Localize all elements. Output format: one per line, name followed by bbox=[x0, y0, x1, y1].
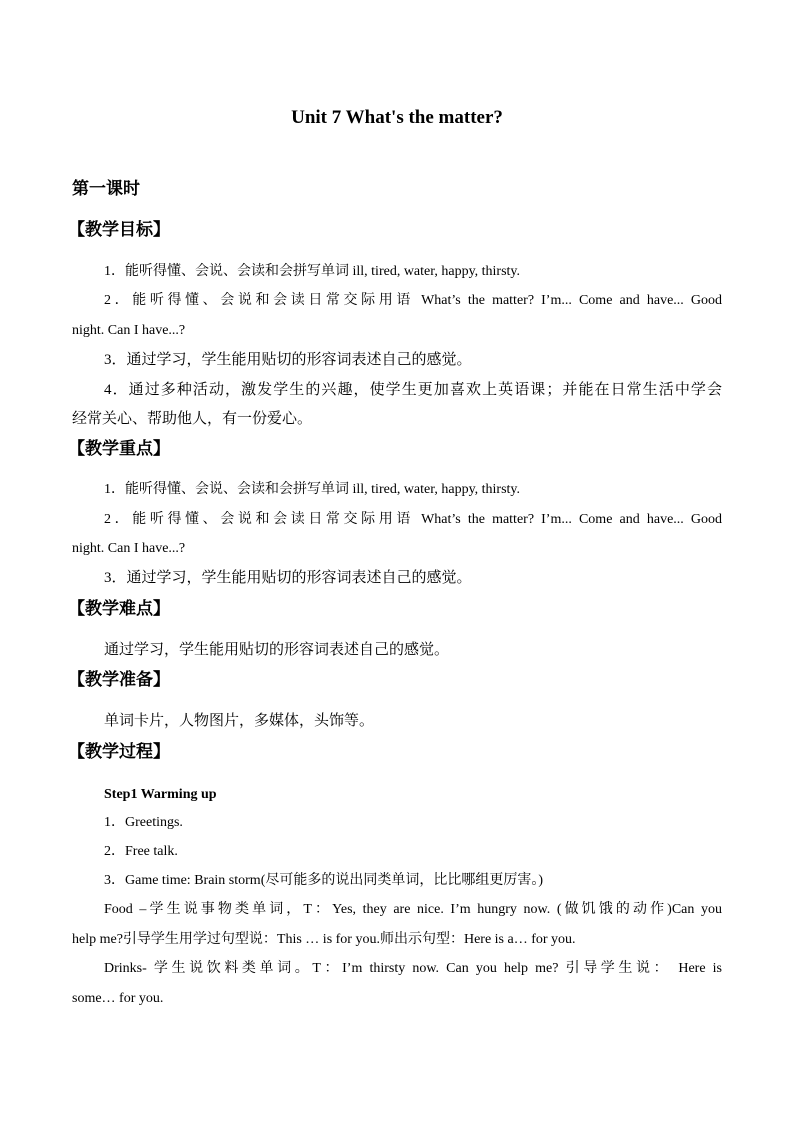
process-item-continued: some… for you. bbox=[72, 991, 164, 1006]
process-item: 2．Free talk. bbox=[104, 844, 178, 859]
section-heading-objectives: 【教学目标】 bbox=[68, 220, 170, 239]
process-item: 3．Game time: Brain storm(尽可能多的说出同类单词，比比哪组更厉害。) bbox=[104, 873, 544, 888]
objective-item: 3．通过学习，学生能用贴切的形容词表述自己的感觉。 bbox=[104, 352, 472, 368]
objective-item: 4．通过多种活动，激发学生的兴趣，使学生更加喜欢上英语课；并能在日常生活中学会 bbox=[104, 382, 722, 398]
section-heading-preparation: 【教学准备】 bbox=[68, 670, 170, 689]
process-item-continued: help me?引导学生用学过句型说：This … is for you.师出示句型：Here is a… for you. bbox=[72, 932, 576, 947]
process-item: Drinks- 学生说饮料类单词。T：I’m thirsty now. Can you help me? 引导学生说： Here is bbox=[104, 961, 722, 976]
preparation-text: 单词卡片，人物图片，多媒体，头饰等。 bbox=[104, 713, 375, 729]
objective-item: 1．能听得懂、会说、会读和会拼写单词 ill, tired, water, happy, thirsty. bbox=[104, 264, 521, 279]
key-point-item: 1．能听得懂、会说、会读和会拼写单词 ill, tired, water, happy, thirsty. bbox=[104, 482, 521, 497]
section-heading-difficulties: 【教学难点】 bbox=[68, 599, 170, 618]
key-point-item-continued: night. Can I have...? bbox=[72, 541, 186, 556]
step-title: Step1 Warming up bbox=[104, 787, 217, 802]
section-heading-process: 【教学过程】 bbox=[68, 742, 170, 761]
process-item: Food –学生说事物类单词，T：Yes, they are nice. I’m hungry now. (做饥饿的动作)Can you bbox=[104, 902, 722, 917]
process-item: 1．Greetings. bbox=[104, 815, 183, 830]
key-point-item: 2．能听得懂、会说和会读日常交际用语 What’s the matter? I’m... Come and have... Good bbox=[104, 512, 722, 527]
key-point-item: 3．通过学习，学生能用贴切的形容词表述自己的感觉。 bbox=[104, 570, 472, 586]
section-heading-key-points: 【教学重点】 bbox=[68, 439, 170, 458]
objective-item-continued: night. Can I have...? bbox=[72, 323, 186, 338]
objective-item: 2．能听得懂、会说和会读日常交际用语 What’s the matter? I’m... Come and have... Good bbox=[104, 293, 722, 308]
document-title: Unit 7 What's the matter? bbox=[291, 107, 503, 128]
difficulties-text: 通过学习，学生能用贴切的形容词表述自己的感觉。 bbox=[104, 642, 450, 658]
lesson-heading: 第一课时 bbox=[72, 179, 140, 198]
objective-item-continued: 经常关心、帮助他人，有一份爱心。 bbox=[72, 411, 313, 427]
